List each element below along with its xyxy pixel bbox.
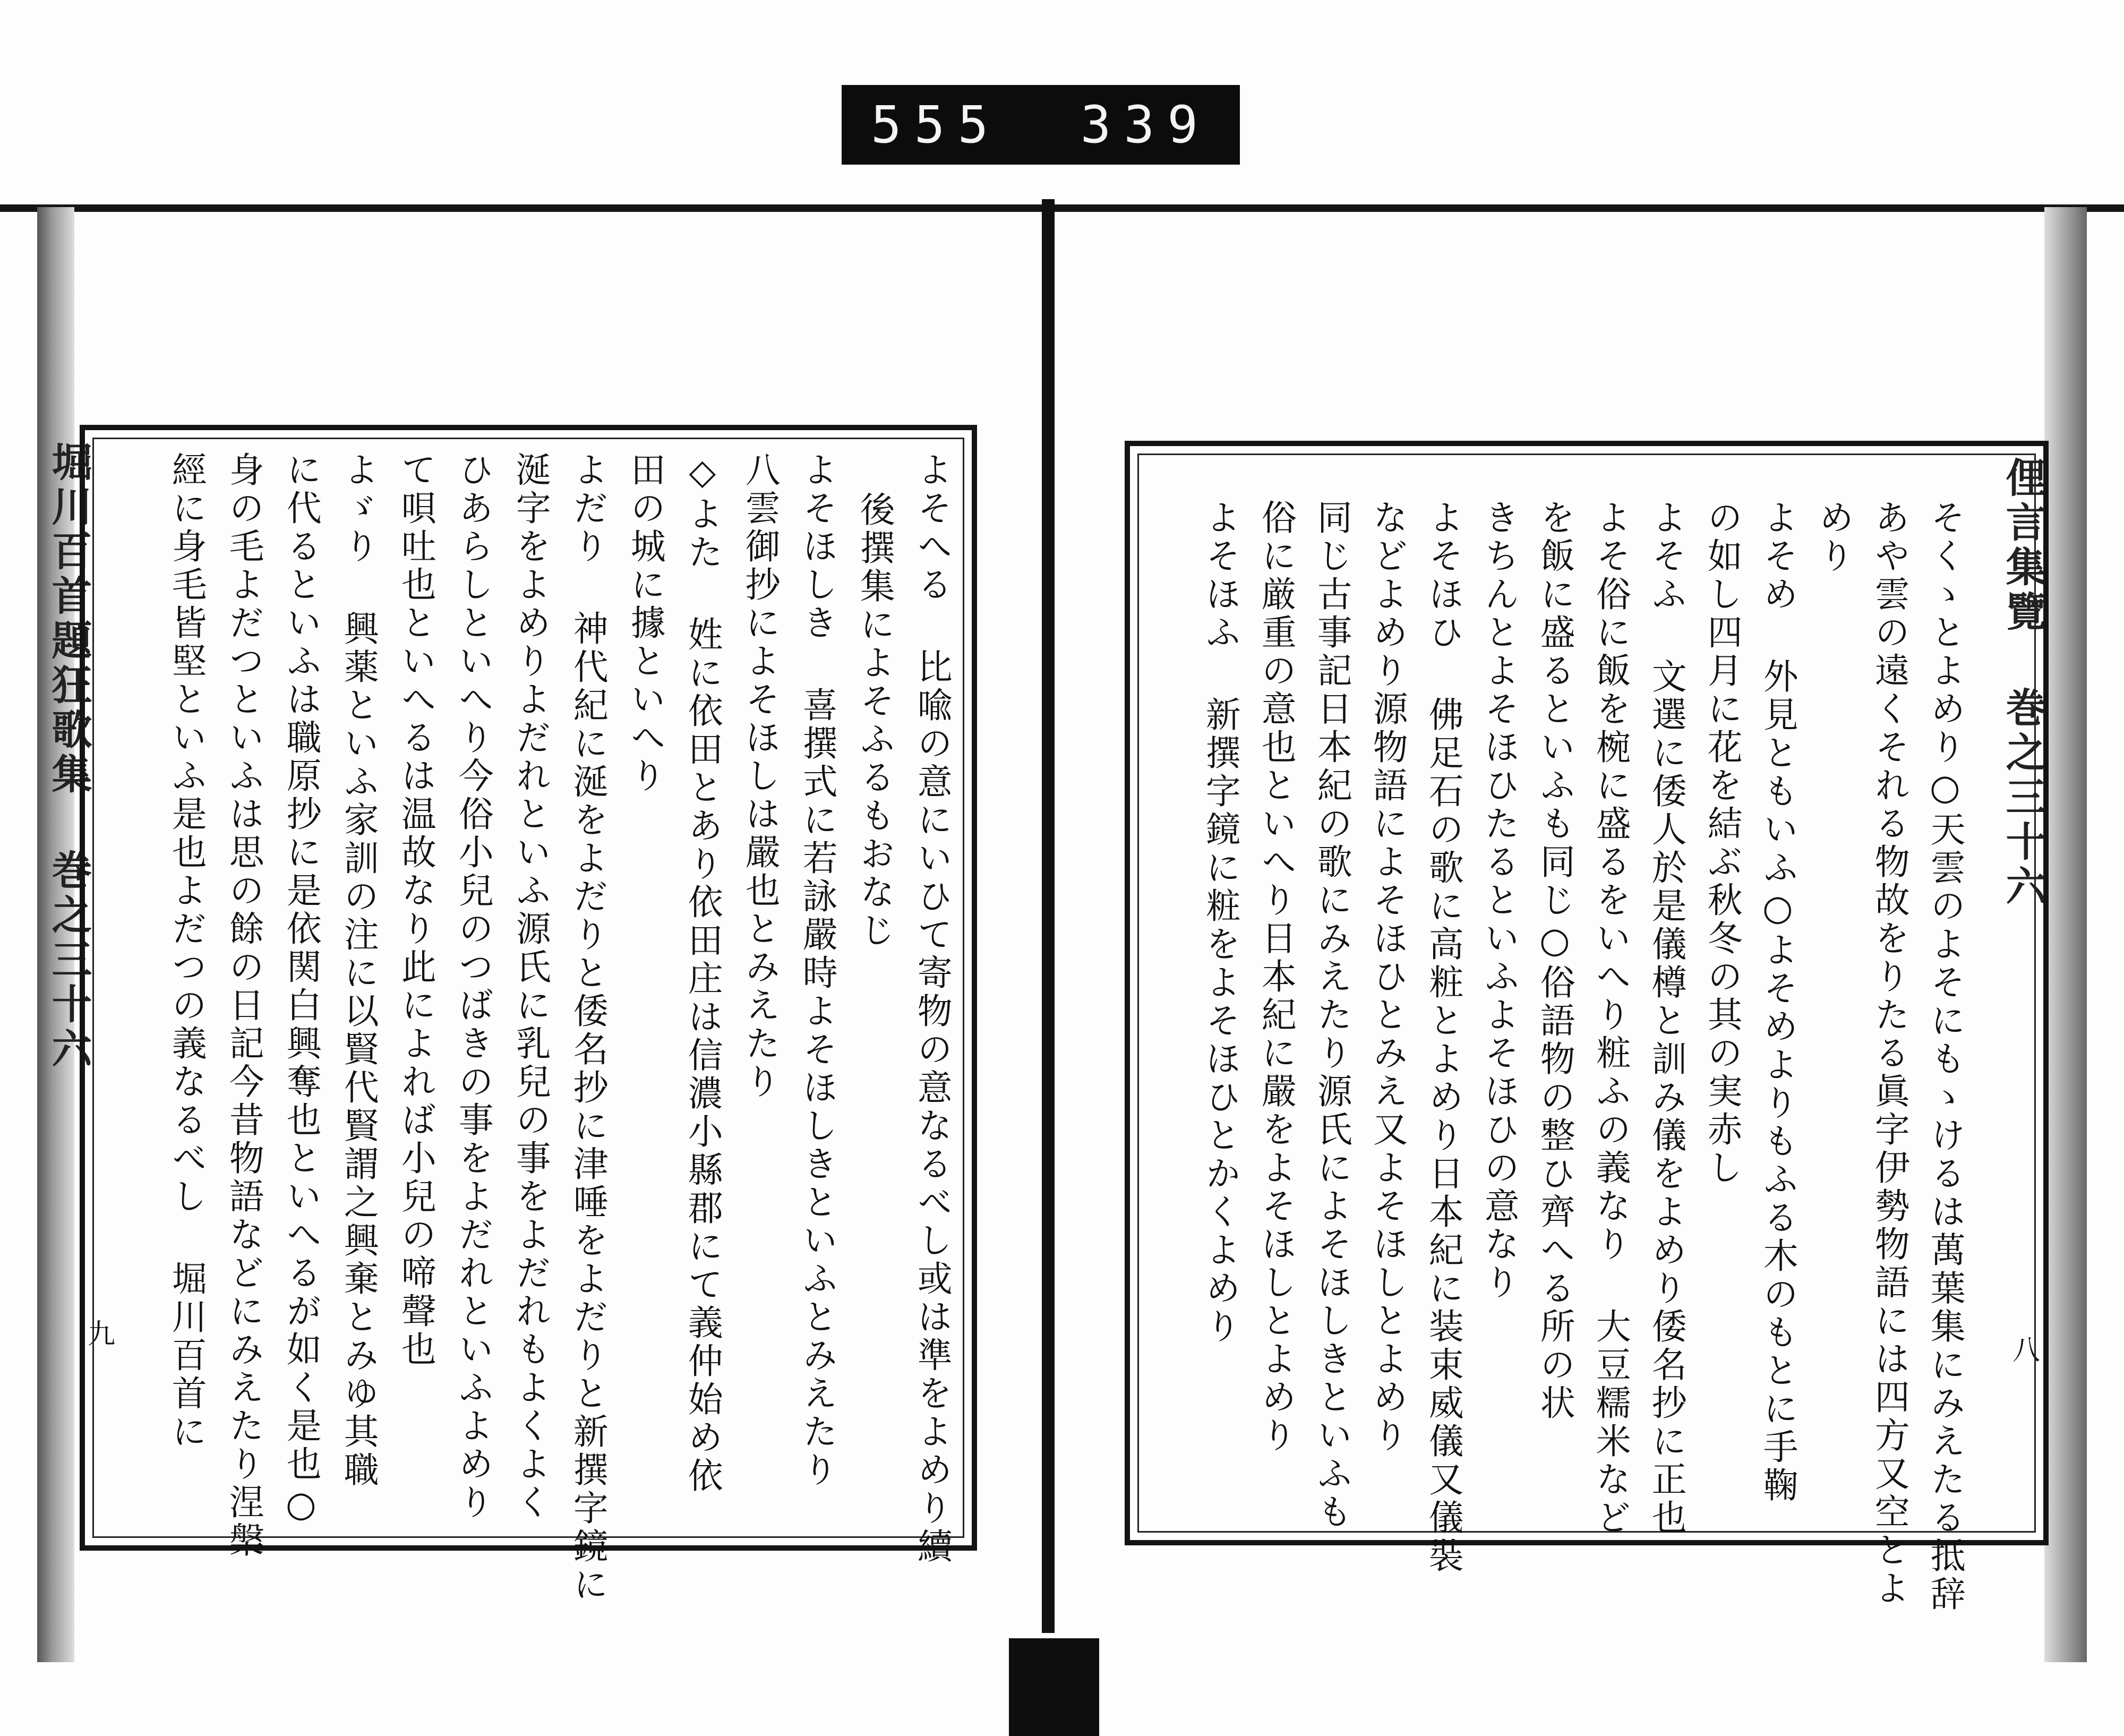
right-text-col-13: 俗に厳重の意也といへり日本紀に嚴をよそほしとよめり	[1255, 499, 1297, 1455]
left-folio: 九	[88, 1319, 116, 1350]
left-text-col-14: 經に身毛皆堅といふ是也よだつの義なるべし 堀川百首に	[166, 451, 207, 1451]
right-text-col-5: の如し四月に花を結ぶ秋冬の其の実赤し	[1701, 499, 1743, 1187]
left-text-col-7: よだり 神代紀に涎をよだりと倭名抄に津唾をよだりと新撰字鏡に	[567, 451, 609, 1604]
right-text-col-6: よそふ 文選に倭人於是儀樽と訓み儀をよめり倭名抄に正也	[1646, 499, 1687, 1537]
left-text-col-12: に代るといふは職原抄に是依関白興奪也といへるが如く是也○	[280, 451, 322, 1528]
right-text-col-8: を飯に盛るといふも同じ○俗語物の整ひ齊へる所の状	[1534, 499, 1575, 1423]
right-text-col-9: きちんとよそほひたるといふよそほひの意なり	[1478, 499, 1520, 1302]
left-text-col-4: 八雲御抄によそほしは嚴也とみえたり	[739, 451, 781, 1101]
left-text-col-6: 田の城に據といへり	[624, 451, 666, 796]
right-text-col-10: よそほひ 佛足石の歌に高粧とよめり日本紀に装束威儀又儀裝	[1423, 499, 1464, 1576]
right-text-col-4: よそめ 外見ともいふ○よそめよりもふる木のもとに手鞠	[1757, 499, 1798, 1505]
left-text-col-1: よそへる 比喩の意にいひて寄物の意なるべし或は準をよめり續	[911, 451, 953, 1566]
film-number-left: 555	[871, 95, 1001, 155]
top-rule	[0, 204, 2124, 212]
right-text-col-12: 同じ古事記日本紀の歌にみえたり源氏によそほしきといふも	[1311, 499, 1352, 1532]
film-number-right: 339	[1080, 95, 1211, 155]
left-text-col-13: 身の毛よだつといふは思の餘の日記今昔物語などにみえたり涅槃	[223, 451, 264, 1560]
left-text-col-2: 後撰集によそふるもおなじ	[854, 491, 895, 950]
left-text-col-5: ◇よた 姓に依田とあり依田庄は信濃小縣郡にて義仲始め依	[682, 451, 723, 1495]
right-page-edge	[2044, 207, 2087, 1662]
left-text-col-11: よゞり 興薬といふ家訓の注に以賢代賢謂之興棄とみゆ其職	[338, 451, 379, 1490]
right-text-col-7: よそ俗に飯を椀に盛るをいへり粧ふの義なり 大豆糯米など	[1590, 499, 1631, 1537]
right-text-col-3: めり	[1813, 499, 1854, 576]
book-spine	[1042, 199, 1055, 1633]
left-page-frame	[80, 425, 977, 1604]
right-text-col-14: よそほふ 新撰字鏡に粧をよそほひとかくよめり	[1200, 499, 1241, 1346]
right-margin-title: 俚言集覽 巻之三十六	[1999, 457, 2046, 910]
right-folio: 八	[2012, 1335, 2041, 1366]
right-text-col-11: などよめり源物語によそほひとみえ又よそほしとよめり	[1367, 499, 1408, 1455]
right-text-col-1: そくゝとよめり○天雲のよそにもゝけるは萬葉集にみえたる抵辞	[1924, 499, 1966, 1614]
left-text-col-3: よそほしき 喜撰式に若詠嚴時よそほしきといふとみえたり	[796, 451, 838, 1490]
left-text-col-10: て唄吐也といへるは温故なり此によれば小兒の啼聲也	[395, 451, 436, 1369]
left-text-col-9: ひあらしといへり今俗小兒のつばきの事をよだれといふよめり	[452, 451, 494, 1522]
right-page-frame	[1125, 441, 2049, 1614]
left-text-col-8: 涎字をよめりよだれといふ源氏に乳兒の事をよだれもよくよく	[510, 451, 551, 1522]
left-margin-title: 堀川百首題狂歌集 巻之三十六	[45, 441, 92, 1072]
bottom-gutter-block	[1009, 1638, 1099, 1736]
film-reel-label	[842, 85, 1240, 165]
right-text-col-2: あや雲の遠くそれる物故をりたる眞字伊勢物語には四方又空とよ	[1869, 499, 1910, 1608]
